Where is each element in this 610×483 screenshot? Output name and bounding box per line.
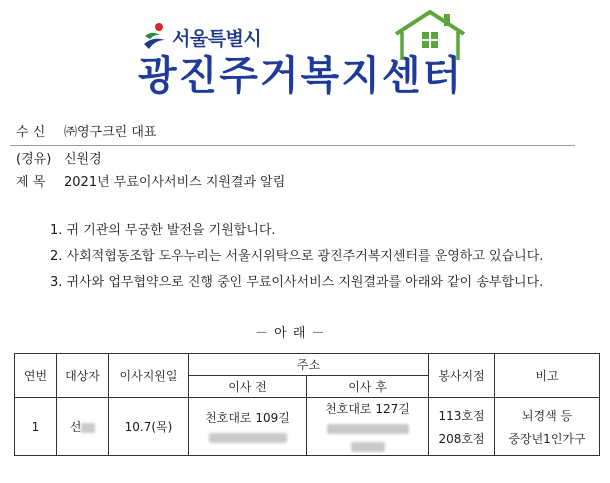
header-addr-before: 이사 전 — [189, 376, 307, 398]
redacted-text — [351, 442, 385, 452]
result-table — [14, 353, 600, 456]
header-no: 연번 — [15, 354, 57, 398]
below-heading: － 아 래 － — [255, 326, 326, 341]
via-value: 신원경 — [64, 152, 102, 167]
body-item: 1. 귀 기관의 무궁한 발전을 기원합니다. — [50, 223, 276, 238]
header-address: 주소 — [189, 354, 429, 376]
header-branch: 봉사지점 — [429, 354, 495, 398]
body-items — [50, 218, 543, 296]
recipient-value: ㈜영구크린 대표 — [64, 125, 157, 140]
seoul-symbol-icon — [142, 22, 168, 52]
target-name: 선 — [69, 420, 82, 434]
redacted-text — [209, 433, 287, 443]
cell-no: 1 — [15, 398, 57, 456]
header-note: 비고 — [495, 354, 600, 398]
cell-target — [57, 398, 109, 456]
center-logo — [130, 10, 464, 105]
header-addr-after: 이사 후 — [307, 376, 429, 398]
branch-1: 113호점 — [438, 408, 485, 423]
cell-branch — [429, 398, 495, 456]
table-row — [15, 398, 600, 456]
recipient-label: 수 신 — [16, 125, 46, 140]
via-row — [16, 148, 102, 167]
city-label: 서울특별시 — [172, 28, 262, 50]
branch-2: 208호점 — [438, 431, 485, 446]
house-icon — [392, 10, 468, 62]
cell-date: 10.7(목) — [109, 398, 189, 456]
note-2: 중장년1인가구 — [508, 431, 586, 446]
subject-label: 제 목 — [16, 175, 46, 190]
recipient-row — [16, 121, 156, 140]
header-target: 대상자 — [57, 354, 109, 398]
body-item: 2. 사회적협동조합 도우누리는 서울시위탁으로 광진주거복지센터를 운영하고 있습니다. — [50, 249, 544, 264]
cell-note — [495, 398, 600, 456]
subject-value: 2021년 무료이사서비스 지원결과 알림 — [64, 175, 286, 190]
cell-addr-before — [189, 398, 307, 456]
center-name: 광진주거복지센터 — [138, 53, 464, 99]
subject-row — [16, 171, 285, 190]
redacted-text — [81, 423, 95, 433]
note-1: 뇌경색 등 — [521, 408, 573, 423]
cell-addr-after — [307, 398, 429, 456]
via-label: (경유) — [16, 152, 52, 167]
redacted-text — [327, 424, 409, 434]
header-date: 이사지원일 — [109, 354, 189, 398]
addr-after-text: 천호대로 127길 — [325, 402, 410, 416]
divider — [10, 145, 575, 146]
addr-before-text: 천호대로 109길 — [205, 411, 290, 425]
body-item: 3. 귀사와 업무협약으로 진행 중인 무료이사서비스 지원결과를 아래와 같이 송부합니다. — [50, 275, 544, 290]
